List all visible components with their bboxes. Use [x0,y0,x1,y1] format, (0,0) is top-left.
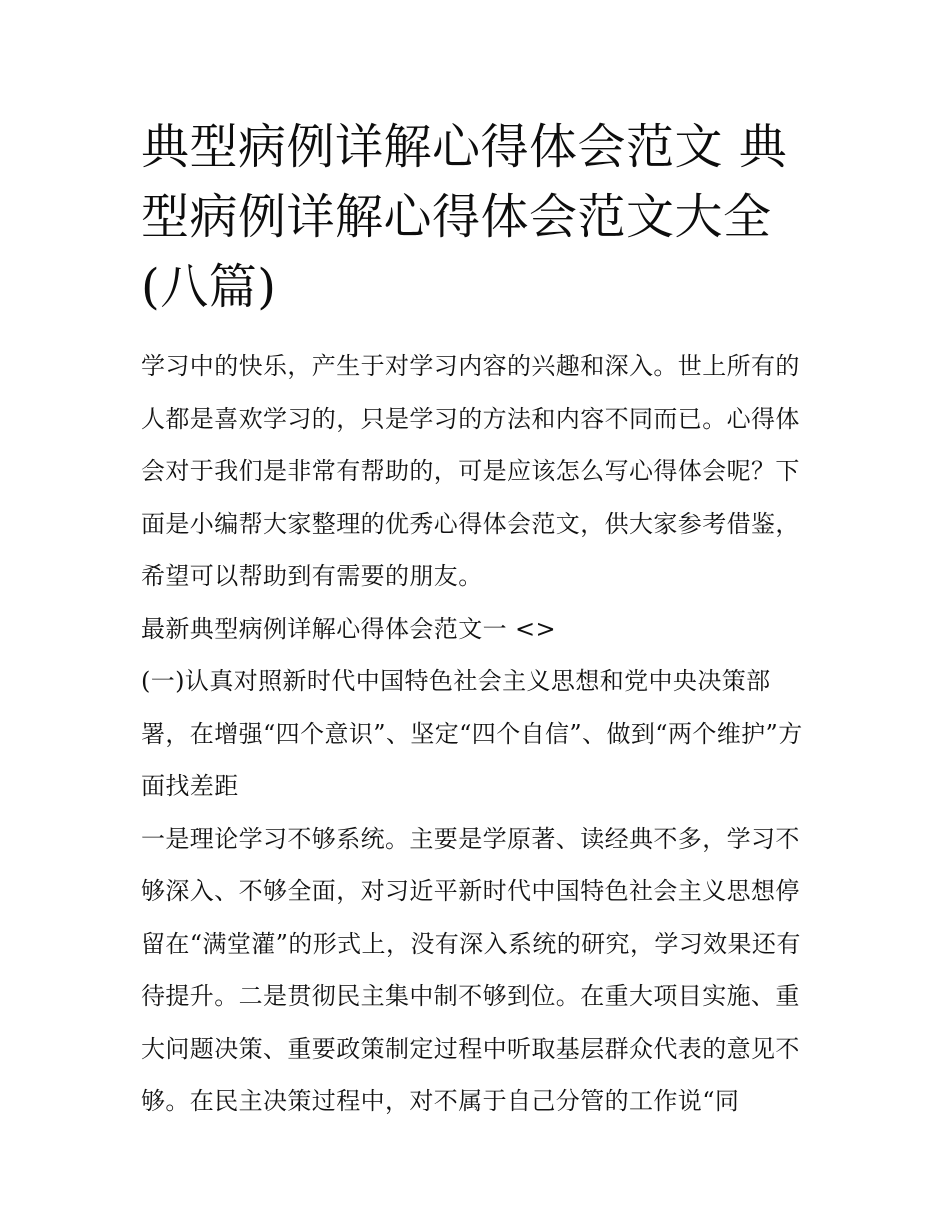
body-paragraph: 一是理论学习不够系统。主要是学原著、读经典不多，学习不够深入、不够全面，对习近平新时代中国特色社会主义思想停留在“满堂灌”的形式上，没有深入系统的研究，学习效果还有待提升。二是贯彻民主集中制不够到位。在重大项目实施、重大问题决策、重要政策制定过程中听取基层群众代表的意见不够。在民主决策过程中，对不属于自己分管的工作说“同 [141,824,801,1115]
document-content [141,112,813,1128]
document-title: 典型病例详解心得体会范文 典型病例详解心得体会范文大全(八篇) [141,119,788,315]
document-body [141,340,813,1128]
intro-paragraph: 学习中的快乐，产生于对学习内容的兴趣和深入。世上所有的人都是喜欢学习的，只是学习的方法和内容不同而已。心得体会对于我们是非常有帮助的，可是应该怎么写心得体会呢？下面是小编帮大家整理的优秀心得体会范文，供大家参考借鉴，希望可以帮助到有需要的朋友。 [141,352,800,590]
section-heading: 最新典型病例详解心得体会范文一 <> [141,614,557,643]
subsection-heading: (一)认真对照新时代中国特色社会主义思想和党中央决策部署，在增强“四个意识”、坚定“四个自信”、做到“两个维护”方面找差距 [141,667,803,800]
